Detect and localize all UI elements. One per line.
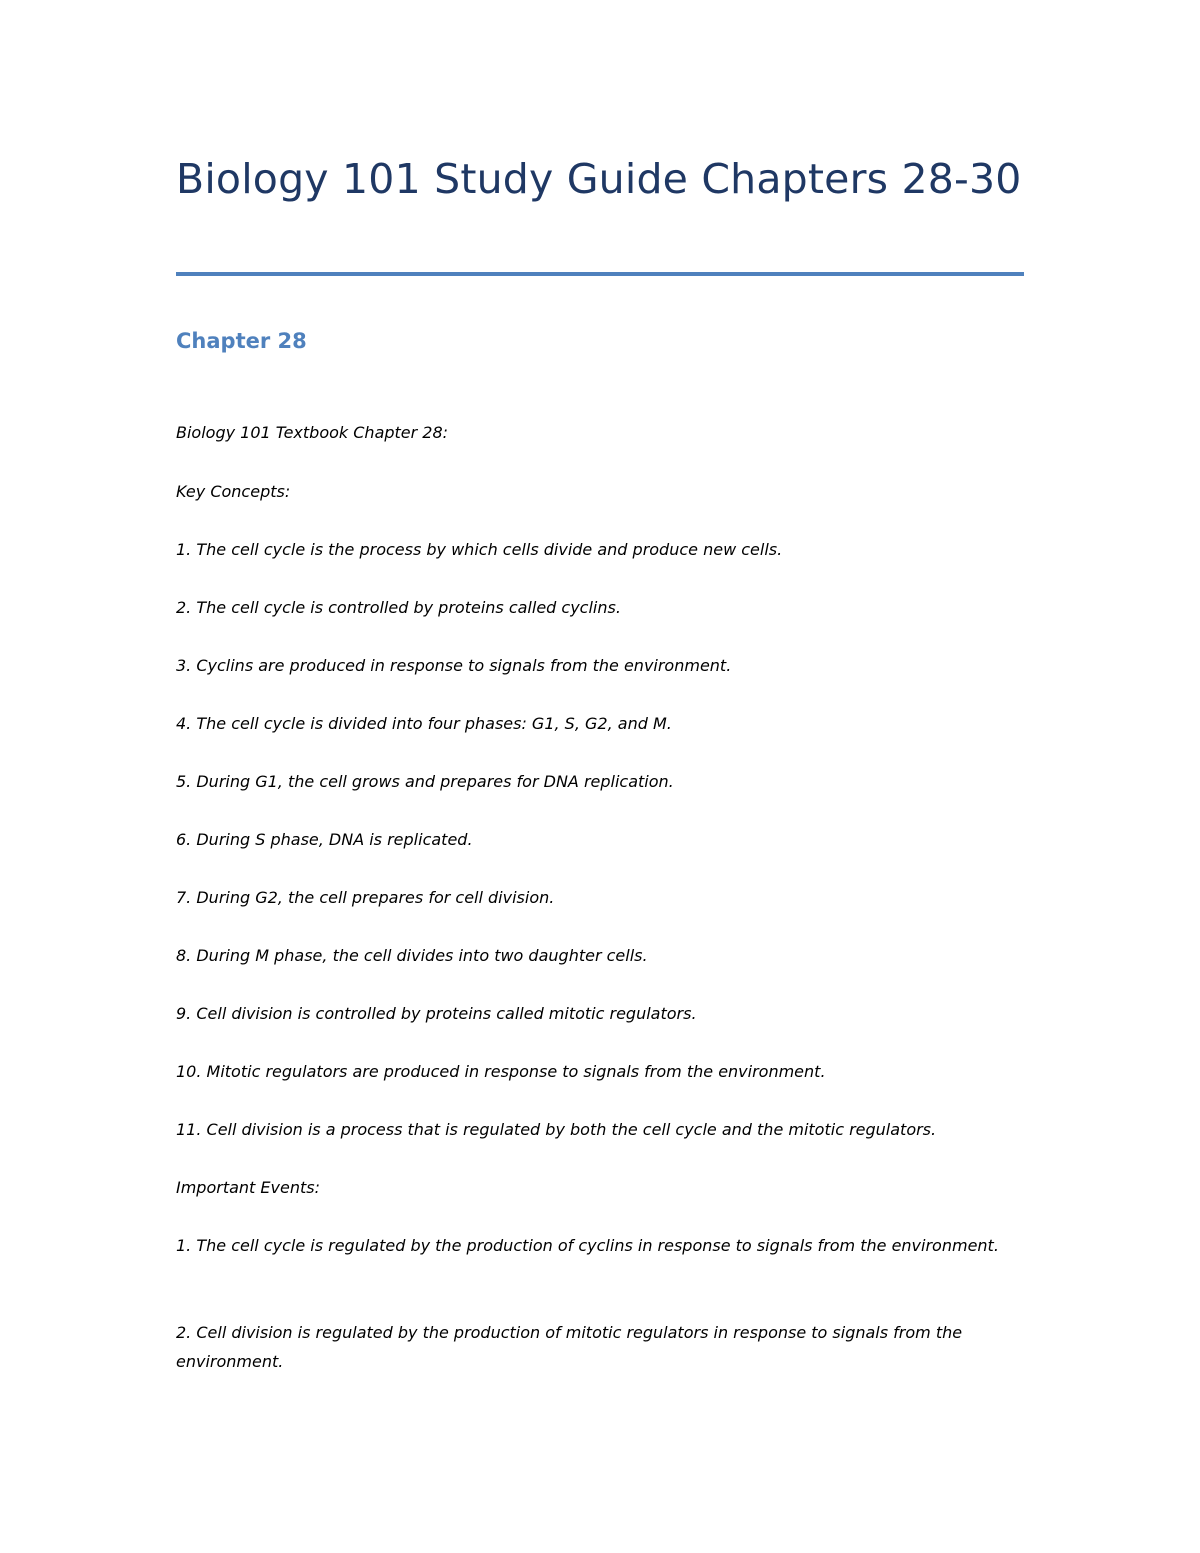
- key-concept-item: 10. Mitotic regulators are produced in response to signals from the environment.: [176, 1062, 826, 1081]
- key-concept-item: 4. The cell cycle is divided into four phases: G1, S, G2, and M.: [176, 714, 672, 733]
- key-concept-item: 7. During G2, the cell prepares for cell division.: [176, 888, 555, 907]
- important-event-item: 2. Cell division is regulated by the production of mitotic regulators in response to signals from the environment.: [176, 1323, 963, 1371]
- key-concept-item: 3. Cyclins are produced in response to signals from the environment.: [176, 656, 732, 675]
- key-concept-item: 11. Cell division is a process that is regulated by both the cell cycle and the mitotic regulators.: [176, 1120, 937, 1139]
- key-concept-item: 9. Cell division is controlled by proteins called mitotic regulators.: [176, 1004, 697, 1023]
- key-concept-item: 2. The cell cycle is controlled by proteins called cyclins.: [176, 598, 621, 617]
- key-concepts-label: Key Concepts:: [176, 482, 291, 501]
- document-title: Biology 101 Study Guide Chapters 28-30: [176, 155, 1022, 203]
- title-underline-rule: [176, 272, 1024, 276]
- key-concept-item: 1. The cell cycle is the process by which cells divide and produce new cells.: [176, 540, 783, 559]
- key-concept-item: 5. During G1, the cell grows and prepares for DNA replication.: [176, 772, 674, 791]
- important-events-label: Important Events:: [176, 1178, 320, 1197]
- textbook-reference: Biology 101 Textbook Chapter 28:: [176, 423, 449, 442]
- key-concept-item: 8. During M phase, the cell divides into two daughter cells.: [176, 946, 648, 965]
- key-concept-item: 6. During S phase, DNA is replicated.: [176, 830, 473, 849]
- chapter-heading: Chapter 28: [176, 329, 307, 353]
- important-event-item: 1. The cell cycle is regulated by the production of cyclins in response to signals from the environment.: [176, 1236, 999, 1255]
